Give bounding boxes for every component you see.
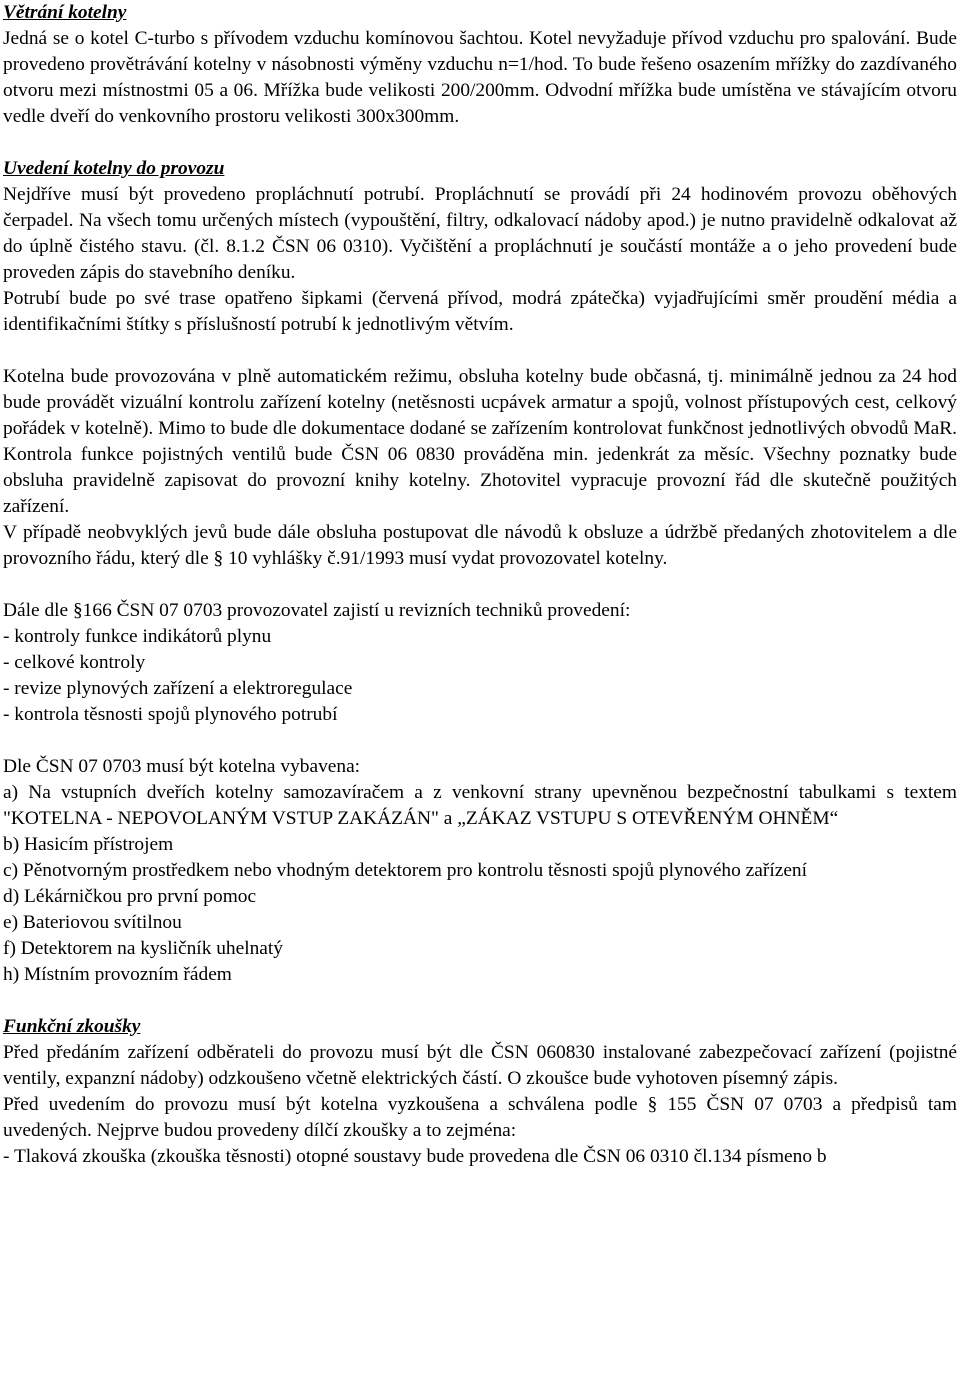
- spacer: [3, 130, 957, 156]
- spacer: [3, 988, 957, 1014]
- document-page: [3, 0, 957, 1170]
- spacer: [3, 338, 957, 364]
- paragraph-provoz-kotelny: Kotelna bude provozována v plně automatickém režimu, obsluha kotelny bude občasná, tj. minimálně jednou za 24 hod bude provádět vizuální kontrolu zařízení kotelny (netěsnosti ucpávek armatur a spojů, volnost přístupových cest, celkový pořádek v kotelně). Mimo to bude dle dokumentace dodané se zařízením kontrolovat funkčnost jednotlivých obvodů MaR. Kontrola funkce pojistných ventilů bude ČSN 06 0830 prováděna min. jedenkrát za měsíc. Všechny poznatky bude obsluha pravidelně zapisovat do provozní knihy kotelny. Zhotovitel vypracuje provozní řád dle skutečně použitých zařízení.: [3, 366, 957, 517]
- heading-uvedeni-kotelny: Uvedení kotelny do provozu: [3, 158, 225, 179]
- paragraph-vetrani: Jedná se o kotel C-turbo s přívodem vzduchu komínovou šachtou. Kotel nevyžaduje přívod vzduchu pro spalování. Bude provedeno provětrávání kotelny v násobnosti výměny vzduchu n=1/hod. To bude řešeno osazením mřížky do zazdívaného otvoru mezi místnostmi 05 a 06. Mřížka bude velikosti 200/200mm. Odvodní mřížka bude umístěna ve stávajícím otvoru vedle dveří do venkovního prostoru velikosti 300x300mm.: [3, 28, 957, 127]
- paragraph-zabezpecovaci-zarizeni: Před předáním zařízení odběrateli do provozu musí být dle ČSN 060830 instalované zabezpečovací zařízení (pojistné ventily, expanzní nádoby) odzkoušeno včetně elektrických částí. O zkoušce bude vyhotoven písemný zápis.: [3, 1042, 957, 1089]
- revize-item: - kontrola těsnosti spojů plynového potrubí: [3, 704, 338, 725]
- heading-vetrani-kotelny: Větrání kotelny: [3, 2, 127, 23]
- spacer: [3, 728, 957, 754]
- heading-funkcni-zkousky: Funkční zkoušky: [3, 1016, 141, 1037]
- vybava-item: h) Místním provozním řádem: [3, 964, 232, 985]
- paragraph-tlakova-zkouska: - Tlaková zkouška (zkouška těsnosti) otopné soustavy bude provedena dle ČSN 06 0310 čl.134 písmeno b: [3, 1146, 827, 1167]
- revize-item: - celkové kontroly: [3, 652, 146, 673]
- spacer: [3, 572, 957, 598]
- vybava-item: d) Lékárničkou pro první pomoc: [3, 886, 257, 907]
- vybava-item: b) Hasicím přístrojem: [3, 834, 174, 855]
- paragraph-potrubi-sipky: Potrubí bude po své trase opatřeno šipkami (červená přívod, modrá zpátečka) vyjadřujícími směr proudění média a identifikačními štítky s příslušností potrubí k jednotlivým větvím.: [3, 288, 957, 335]
- paragraph-uvedeni-do-provozu: Před uvedením do provozu musí být kotelna vyzkoušena a schválena podle § 155 ČSN 07 0703 a předpisů tam uvedených. Nejprve budou provedeny dílčí zkoušky a to zejména:: [3, 1094, 957, 1141]
- revize-intro: Dále dle §166 ČSN 07 0703 provozovatel zajistí u revizních techniků provedení:: [3, 600, 631, 621]
- vybava-item: f) Detektorem na kysličník uhelnatý: [3, 938, 283, 959]
- vybava-item-a: a) Na vstupních dveřích kotelny samozavíračem a z venkovní strany upevněnou bezpečnostní tabulkami s textem "KOTELNA - NEPOVOLANÝM VSTUP ZAKÁZÁN" a „ZÁKAZ VSTUPU S OTEVŘENÝM OHNĚM“: [3, 782, 957, 829]
- revize-item: - kontroly funkce indikátorů plynu: [3, 626, 272, 647]
- vybava-item: c) Pěnotvorným prostředkem nebo vhodným detektorem pro kontrolu těsnosti spojů plynového zařízení: [3, 860, 808, 881]
- paragraph-proplachnuti: Nejdříve musí být provedeno propláchnutí potrubí. Propláchnutí se provádí při 24 hodinovém provozu oběhových čerpadel. Na všech tomu určených místech (vypouštění, filtry, odkalovací nádoby apod.) je nutno pravidelně odkalovat až do úplně čistého stavu. (čl. 8.1.2 ČSN 06 0310). Vyčištění a propláchnutí je součástí montáže a o jeho provedení bude proveden zápis do stavebního deníku.: [3, 184, 957, 283]
- vybava-item: e) Bateriovou svítilnou: [3, 912, 182, 933]
- paragraph-neobvykle-jevy: V případě neobvyklých jevů bude dále obsluha postupovat dle návodů k obsluze a údržbě předaných zhotovitelem a dle provozního řádu, který dle § 10 vyhlášky č.91/1993 musí vydat provozovatel kotelny.: [3, 522, 957, 569]
- vybava-intro: Dle ČSN 07 0703 musí být kotelna vybavena:: [3, 756, 361, 777]
- revize-item: - revize plynových zařízení a elektroregulace: [3, 678, 353, 699]
